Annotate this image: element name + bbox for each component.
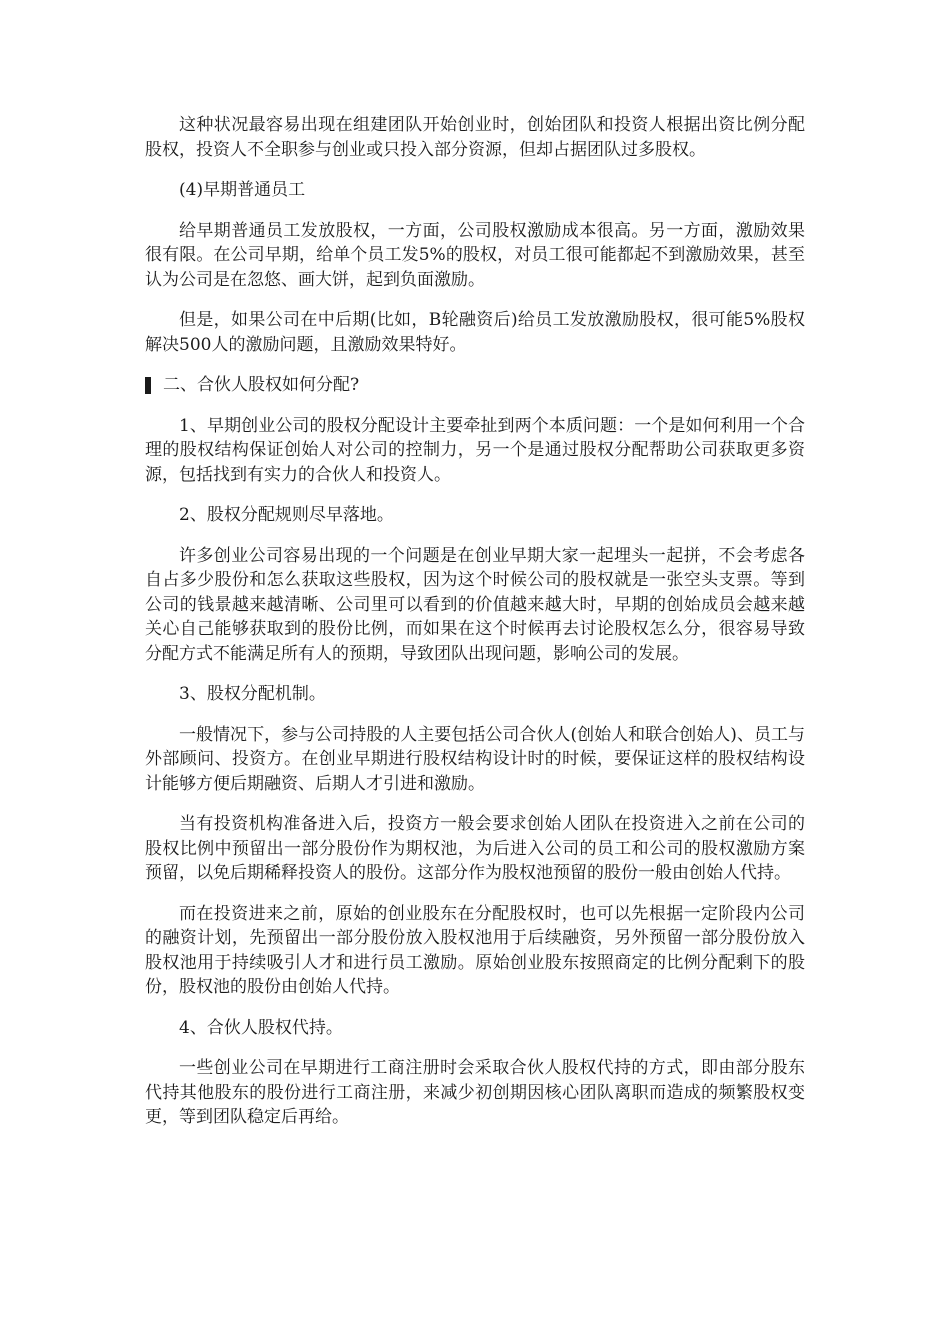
paragraph: 一般情况下，参与公司持股的人主要包括公司合伙人(创始人和联合创始人)、员工与外部顾问、投资方。在创业早期进行股权结构设计时的时候，要保证这样的股权结构设计能够方便后期融资、后期人才引进和激励。 [145,724,805,794]
paragraph: 而在投资进来之前，原始的创业股东在分配股权时，也可以先根据一定阶段内公司的融资计划，先预留出一部分股份放入股权池用于后续融资，另外预留一部分股份放入股权池用于持续吸引人才和进行员工激励。原始创业股东按照商定的比例分配剩下的股份，股权池的股份由创始人代持。 [145,903,805,997]
subheading-early-employees: (4)早期普通员工 [179,180,306,200]
section-heading-text: 二、合伙人股权如何分配? [163,375,360,395]
subheading-mechanism: 3、股权分配机制。 [179,684,326,704]
section-heading [145,373,805,398]
paragraph: 但是，如果公司在中后期(比如，B轮融资后)给员工发放激励股权，很可能5%股权解决500人的激励问题，且激励效果特好。 [145,310,805,355]
paragraph: 当有投资机构准备进入后，投资方一般会要求创始人团队在投资进入之前在公司的股权比例中预留出一部分股份作为期权池，为后进入公司的员工和公司的股权激励方案预留，以免后期稀释投资人的股份。这部分作为股权池预留的股份一般由创始人代持。 [145,814,805,883]
paragraph: 许多创业公司容易出现的一个问题是在创业早期大家一起埋头一起拼，不会考虑各自占多少股份和怎么获取这些股权，因为这个时候公司的股权就是一张空头支票。等到公司的钱景越来越清晰、公司里可以看到的价值越来越大时，早期的创始成员会越来越关心自己能够获取到的股份比例，而如果在这个时候再去讨论股权怎么分，很容易导致分配方式不能满足所有人的预期，导致团队出现问题，影响公司的发展。 [145,545,805,664]
paragraph: 给早期普通员工发放股权，一方面，公司股权激励成本很高。另一方面，激励效果很有限。在公司早期，给单个员工发5%的股权，对员工很可能都起不到激励效果，甚至认为公司是在忽悠、画大饼，起到负面激励。 [145,220,805,290]
document-body [145,113,805,1130]
paragraph: 一些创业公司在早期进行工商注册时会采取合伙人股权代持的方式，即由部分股东代持其他股东的股份进行工商注册，来减少初创期因核心团队离职而造成的频繁股权变更，等到团队稳定后再给。 [145,1058,805,1127]
heading-bar-icon [145,377,151,394]
paragraph: 1、早期创业公司的股权分配设计主要牵扯到两个本质问题：一个是如何利用一个合理的股权结构保证创始人对公司的控制力，另一个是通过股权分配帮助公司获取更多资源，包括找到有实力的合伙人和投资人。 [145,415,805,485]
subheading-proxy-holding: 4、合伙人股权代持。 [179,1017,343,1038]
subheading-rules: 2、股权分配规则尽早落地。 [179,505,394,525]
paragraph: 这种状况最容易出现在组建团队开始创业时，创始团队和投资人根据出资比例分配股权，投资人不全职参与创业或只投入部分资源，但却占据团队过多股权。 [145,115,805,160]
